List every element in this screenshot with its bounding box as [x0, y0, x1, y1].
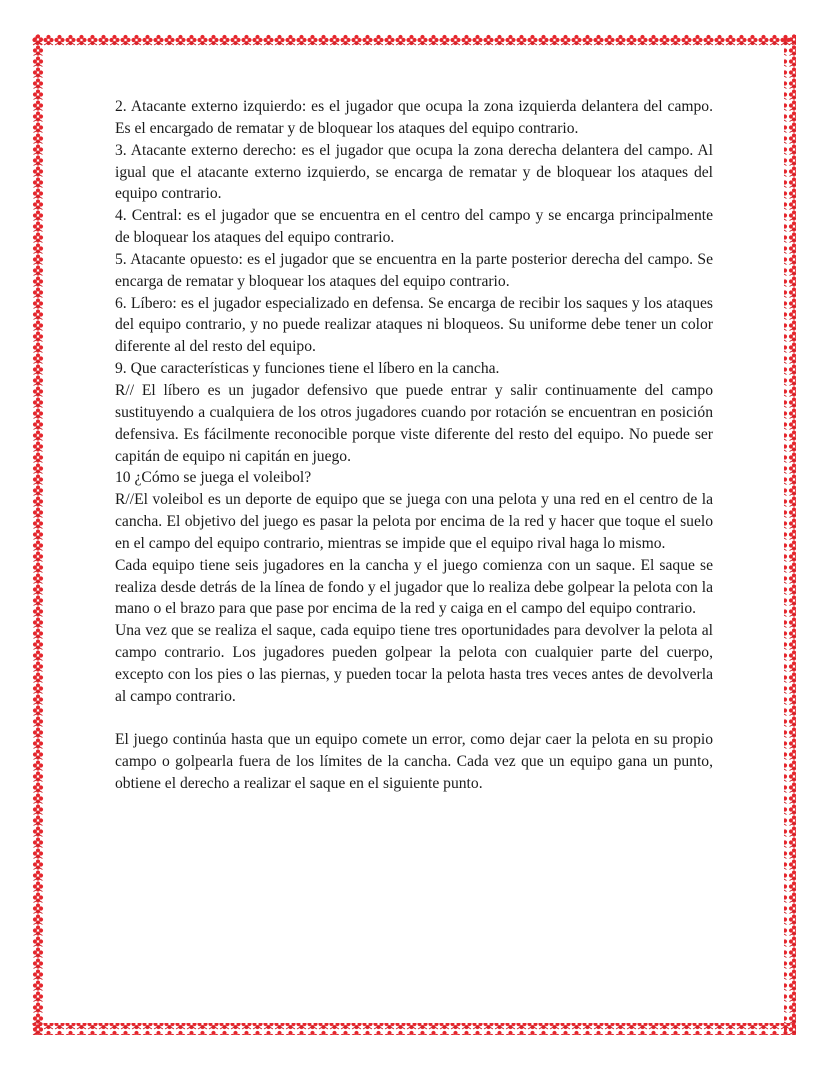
question-9: 9. Que características y funciones tiene el líbero en la cancha. — [115, 360, 500, 378]
border-bottom — [32, 1023, 796, 1035]
paragraph-atacante-derecho: 3. Atacante externo derecho: es el jugador que ocupa la zona derecha delantera del campo. Al igual que el atacante externo izquierdo, se encarga de rematar y de bloquear los ataques del equipo contrario. — [115, 141, 713, 203]
answer-10-saque: Cada equipo tiene seis jugadores en la cancha y el juego comienza con un saque. El saque se realiza desde detrás de la línea de fondo y el jugador que lo realiza debe golpear la pelota con la mano o el brazo para que pase por encima de la red y caiga en el campo del equipo contrario. — [115, 556, 713, 618]
document-body — [115, 96, 713, 795]
paragraph-atacante-izquierdo: 2. Atacante externo izquierdo: es el jugador que ocupa la zona izquierda delantera del campo. Es el encargado de rematar y de bloquear los ataques del equipo contrario. — [115, 98, 713, 137]
answer-10-oportunidades: Una vez que se realiza el saque, cada equipo tiene tres oportunidades para devolver la pelota al campo contrario. Los jugadores pueden golpear la pelota con cualquier parte del cuerpo, excepto con los pies o las piernas, y pueden tocar la pelota hasta tres veces antes de devolverla al campo contrario. — [115, 622, 713, 705]
paragraph-libero: 6. Líbero: es el jugador especializado en defensa. Se encarga de recibir los saques y los ataques del equipo contrario, y no puede realizar ataques ni bloqueos. Su uniforme debe tener un color diferente al del resto del equipo. — [115, 294, 713, 356]
question-10: 10 ¿Cómo se juega el voleibol? — [115, 469, 312, 487]
border-right — [784, 34, 796, 1035]
paragraph-atacante-opuesto: 5. Atacante opuesto: es el jugador que se encuentra en la parte posterior derecha del campo. Se encarga de rematar y bloquear los ataques del equipo contrario. — [115, 250, 713, 290]
answer-10-punto: El juego continúa hasta que un equipo comete un error, como dejar caer la pelota en su propio campo o golpearla fuera de los límites de la cancha. Cada vez que un equipo gana un punto, obtiene el derecho a realizar el saque en el siguiente punto. — [115, 731, 713, 793]
border-top — [32, 34, 796, 46]
answer-9: R// El líbero es un jugador defensivo que puede entrar y salir continuamente del campo sustituyendo a cualquiera de los otros jugadores cuando por rotación se encuentran en posición defensiva. Es fácilmente reconocible porque viste diferente del resto del equipo. No puede ser capitán de equipo ni capitán en juego. — [115, 381, 713, 465]
answer-10-intro: R//El voleibol es un deporte de equipo que se juega con una pelota y una red en el centro de la cancha. El objetivo del juego es pasar la pelota por encima de la red y hacer que toque el suelo en el campo del equipo contrario, mientras se impide que el equipo rival haga lo mismo. — [115, 491, 713, 552]
paragraph-central: 4. Central: es el jugador que se encuentra en el centro del campo y se encarga principalmente de bloquear los ataques del equipo contrario. — [115, 207, 713, 247]
border-left — [32, 34, 44, 1035]
